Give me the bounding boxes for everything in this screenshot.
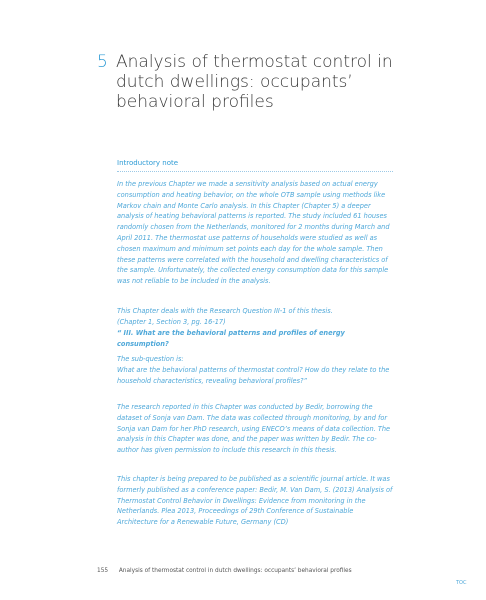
running-title: Analysis of thermostat control in dutch dwellings: occupants’ behavioral profiles bbox=[118, 568, 352, 574]
intro-paragraph-1: In the previous Chapter we made a sensitivity analysis based on actual energy consumption and heating behavior, on the whole OTB sample using methods like Markov chain and Monte Carlo analysis. In this Chapter (Chapter 5) a deeper analysis of heating behavioral patterns is reported. The study included 61 houses randomly chosen from the Netherlands, monitored for 2 months during March and April 2011. The thermostat use patterns of households were studied as well as chosen maximum and minimum set points each day for the whole sample. Then these patterns were correlated with the household and dwelling characteristics of the sample. Unfortunately, the collected energy consumption data for this sample was not reliable to be included in the analysis. bbox=[117, 180, 390, 286]
research-credit-paragraph: The research reported in this Chapter was conducted by Bedir, borrowing the dataset of Sonja van Dam. The data was collected through monitoring, by and for Sonja van Dam for her PhD research, using ENECO’s means of data collection. The analysis in this Chapter was done, and the paper was written by Bedir. The co-author has given permission to include this research in this thesis. bbox=[117, 403, 391, 455]
page-footer bbox=[97, 567, 397, 575]
toc-link[interactable]: TOC bbox=[456, 580, 467, 586]
sub-question-label: The sub-question is: bbox=[117, 355, 184, 363]
research-question-text: “ III. What are the behavioral patterns and profiles of energy consumption? bbox=[117, 329, 345, 348]
chapter-number: 5 bbox=[97, 52, 108, 72]
publication-paragraph: This chapter is being prepared to be published as a scientific journal article. It was formerly published as a conference paper: Bedir, M. Van Dam, S. (2013) Analysis of Thermostat Control Behavior in Dwellings: Evidence from monitoring in the Netherlands. Plea 2013, Proceedings of 29th Conference of Sustainable Architecture for a Renewable Future, Germany (CD) bbox=[117, 475, 393, 527]
page-number: 155 bbox=[97, 568, 109, 574]
section-heading: Introductory note bbox=[117, 159, 393, 172]
sub-question-text: What are the behavioral patterns of thermostat control? How do they relate to the household characteristics, revealing behavioral profiles?” bbox=[117, 366, 390, 385]
research-question-reference: (Chapter 1, Section 3, pg. 16-17) bbox=[117, 318, 226, 326]
chapter-title: Analysis of thermostat control in dutch dwellings: occupants’ behavioral profiles bbox=[116, 52, 393, 112]
introductory-note bbox=[117, 159, 393, 527]
research-question-line: This Chapter deals with the Research Question III-1 of this thesis. bbox=[117, 307, 333, 315]
